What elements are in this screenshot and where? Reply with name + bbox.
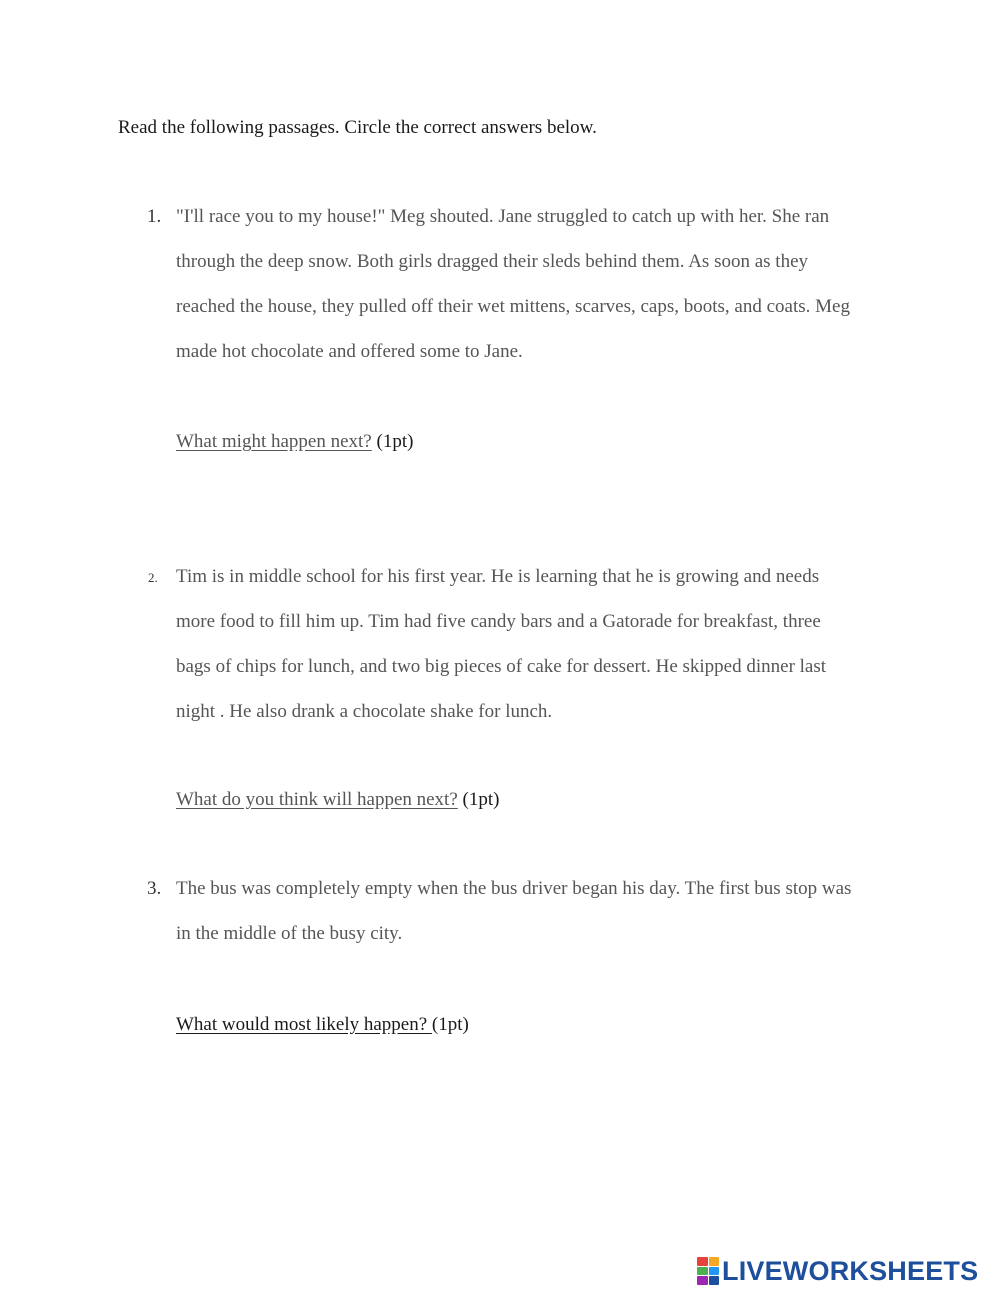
instructions-text: Read the following passages. Circle the correct answers below. [118, 117, 597, 138]
liveworksheets-logo [697, 1255, 978, 1287]
passage-line: through the deep snow. Both girls dragged their sleds behind them. As soon as they [176, 251, 809, 272]
question-number: 2. [148, 570, 158, 585]
passage-line: Tim is in middle school for his first year. He is learning that he is growing and needs [176, 566, 820, 587]
passage-line: in the middle of the busy city. [176, 923, 403, 944]
passage-line: reached the house, they pulled off their wet mittens, scarves, caps, boots, and coats. Meg [176, 296, 850, 317]
question-prompt [176, 1014, 469, 1036]
passage-line: made hot chocolate and offered some to Jane. [176, 341, 523, 362]
question-prompt [176, 789, 499, 811]
logo-text: LIVEWORKSHEETS [722, 1255, 979, 1286]
passage-line: night . He also drank a chocolate shake for lunch. [176, 701, 553, 722]
question-number: 3. [147, 878, 162, 899]
prompt-text: What would most likely happen? [176, 1014, 432, 1035]
logo-tile [697, 1267, 708, 1276]
passage-line: more food to fill him up. Tim had five candy bars and a Gatorade for breakfast, three [176, 611, 821, 632]
prompt-text: What might happen next? [176, 431, 372, 452]
points-label: (1pt) [457, 789, 500, 810]
logo-tiles-icon [697, 1257, 719, 1285]
logo-tile [709, 1276, 720, 1285]
points-label: (1pt) [431, 1014, 469, 1035]
points-label: (1pt) [371, 431, 414, 452]
logo-tile [709, 1257, 720, 1266]
logo-tile [697, 1276, 708, 1285]
logo-tile [697, 1257, 708, 1266]
passage-line: bags of chips for lunch, and two big pieces of cake for dessert. He skipped dinner last [176, 656, 827, 677]
prompt-text: What do you think will happen next? [176, 789, 458, 810]
question-number: 1. [147, 206, 162, 227]
passage-text [176, 878, 896, 968]
question-prompt [176, 431, 413, 453]
passage-text [176, 566, 896, 746]
logo-tile [709, 1267, 720, 1276]
passage-line: The bus was completely empty when the bus driver began his day. The first bus stop was [176, 878, 852, 899]
passage-text [176, 206, 896, 386]
passage-line: "I'll race you to my house!" Meg shouted. Jane struggled to catch up with her. She ran [176, 206, 830, 227]
